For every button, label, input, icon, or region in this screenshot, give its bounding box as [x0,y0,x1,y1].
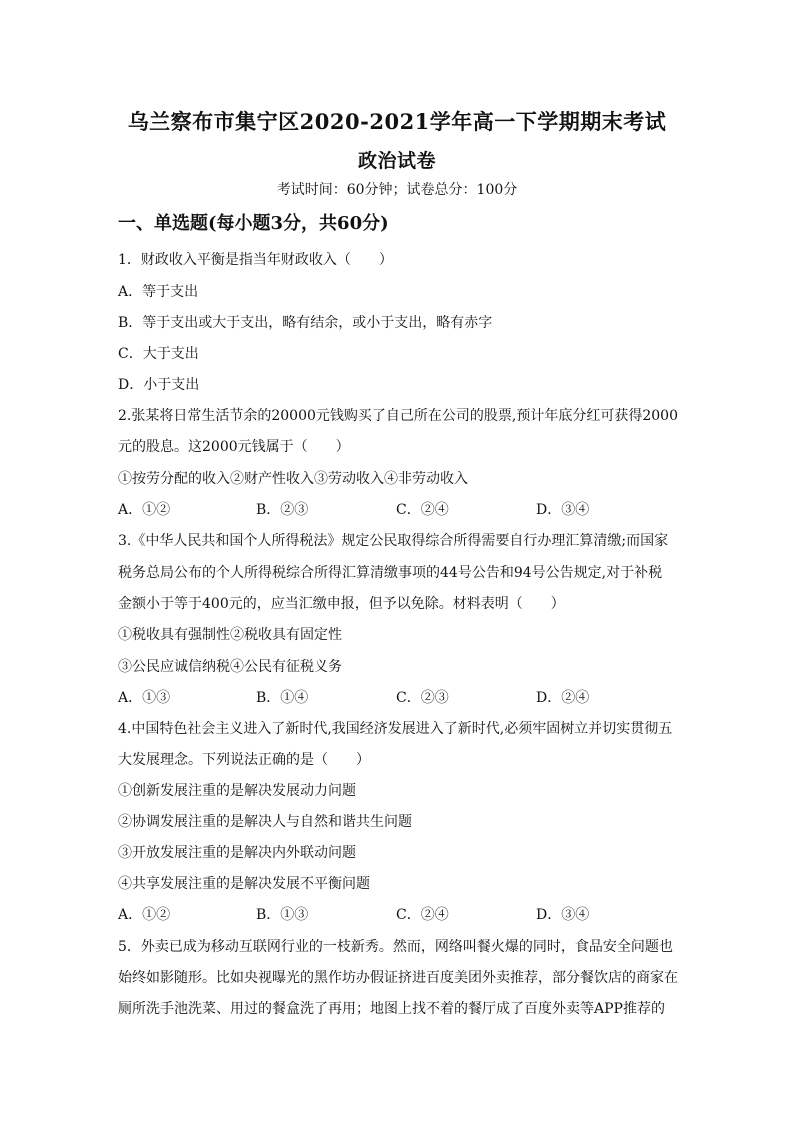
question-1-stem: 1．财政收入平衡是指当年财政收入（ ） [118,252,393,268]
question-2-option-a: A．①② [118,502,171,518]
question-4-option-d: D．③④ [536,907,590,923]
question-2-stem-line-1: 2.张某将日常生活节余的20000元钱购买了自己所在公司的股票,预计年底分红可获得2000 [118,408,678,424]
question-5-stem-line-2: 始终如影随形。比如央视曝光的黑作坊办假证挤进百度美团外卖推荐，部分餐饮店的商家在 [118,970,678,986]
question-5-stem-line-3: 厕所洗手池洗菜、用过的餐盒洗了再用；地图上找不着的餐厅成了百度外卖等APP推荐的 [118,1001,665,1017]
question-5-stem-line-1: 5．外卖已成为移动互联网行业的一枝新秀。然而，网络叫餐火爆的同时，食品安全问题也 [118,939,673,955]
question-4-option-a: A．①② [118,907,171,923]
question-3-stem-line-2: 税务总局公布的个人所得税综合所得汇算清缴事项的44号公告和94号公告规定,对于补税 [118,565,663,581]
question-4-item-1: ①创新发展注重的是解决发展动力问题 [118,783,356,799]
question-3-stem-line-3: 金额小于等于400元的，应当汇缴申报，但予以免除。材料表明（ ） [118,596,565,612]
question-3-option-d: D．②④ [536,690,590,706]
question-3-items-line-2: ③公民应诚信纳税④公民有征税义务 [118,659,342,675]
question-1-option-b: B．等于支出或大于支出，略有结余，或小于支出，略有赤字 [118,315,493,331]
question-3-option-c: C．②③ [396,690,449,706]
document-subtitle: 政治试卷 [357,150,436,172]
question-4-item-2: ②协调发展注重的是解决人与自然和谐共生问题 [118,814,412,830]
question-3-stem-line-1: 3.《中华人民共和国个人所得税法》规定公民取得综合所得需要自行办理汇算清缴;而国家 [118,533,669,549]
question-3-items-line-1: ①税收具有强制性②税收具有固定性 [118,627,342,643]
question-4-option-c: C．②④ [396,907,449,923]
question-2-stem-line-2: 元的股息。这2000元钱属于（ ） [118,439,350,455]
exam-meta: 考试时间：60分钟；试卷总分：100分 [276,182,518,198]
question-4-item-4: ④共享发展注重的是解决发展不平衡问题 [118,876,370,892]
question-4-item-3: ③开放发展注重的是解决内外联动问题 [118,845,356,861]
question-2-option-b: B．②③ [256,502,309,518]
question-4-stem-line-1: 4.中国特色社会主义进入了新时代,我国经济发展进入了新时代,必须牢固树立并切实贯彻五 [118,721,673,737]
question-1-option-d: D．小于支出 [118,377,200,393]
question-1-option-c: C．大于支出 [118,346,199,362]
question-2-items: ①按劳分配的收入②财产性收入③劳动收入④非劳动收入 [118,471,468,487]
question-2-option-d: D．③④ [536,502,590,518]
question-3-option-a: A．①③ [118,690,171,706]
question-3-option-b: B．①④ [256,690,309,706]
section-heading: 一、单选题(每小题3分，共60分) [118,213,389,234]
question-4-stem-line-2: 大发展理念。下列说法正确的是（ ） [118,752,370,768]
question-4-option-b: B．①③ [256,907,309,923]
document-title: 乌兰察布市集宁区2020-2021学年高一下学期期末考试 [127,109,667,134]
question-1-option-a: A．等于支出 [118,284,199,300]
question-2-option-c: C．②④ [396,502,449,518]
